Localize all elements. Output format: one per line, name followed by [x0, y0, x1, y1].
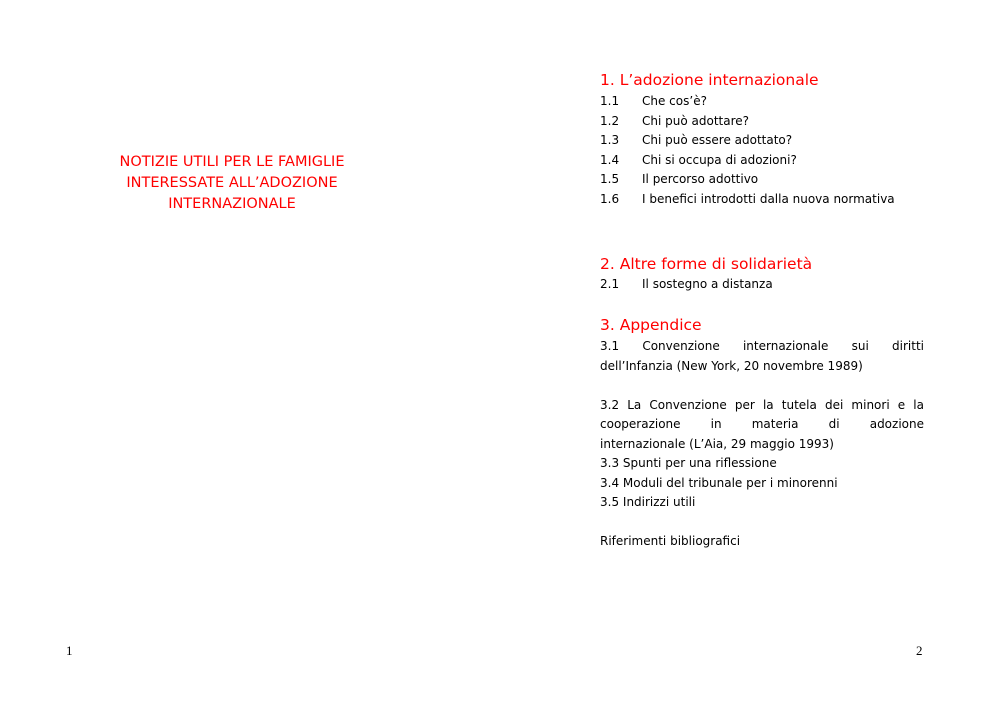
section-heading-1: 1. L’adozione internazionale: [600, 71, 819, 89]
appendix-item-3-5: 3.5 Indirizzi utili: [600, 495, 696, 509]
appendix-item-3-4: 3.4 Moduli del tribunale per i minorenni: [600, 475, 838, 490]
title-line: NOTIZIE UTILI PER LE FAMIGLIE: [119, 154, 345, 170]
toc-item-text: I benefici introdotti dalla nuova normativa: [642, 191, 895, 206]
appendix-item-3-1-cont: dell’Infanzia (New York, 20 novembre 1989): [600, 358, 863, 373]
toc-item-number: 1.2: [600, 113, 620, 128]
section-2-list: [600, 275, 930, 295]
toc-item-text: Chi si occupa di adozioni?: [642, 152, 797, 167]
toc-item: [600, 190, 930, 210]
toc-item: [600, 92, 930, 112]
toc-item: [600, 151, 930, 171]
section-1-list: [600, 92, 930, 209]
right-page: [496, 0, 992, 701]
title-line: INTERESSATE ALL’ADOZIONE: [126, 175, 338, 191]
toc-item-text: Il percorso adottivo: [642, 172, 759, 186]
toc-item-number: 2.1: [600, 277, 620, 291]
appendix-item-3-2: 3.2 La Convenzione per la tutela dei minori e la: [600, 397, 924, 412]
toc-item: [600, 112, 930, 132]
toc-item-number: 1.5: [600, 172, 620, 186]
toc-item-number: 1.6: [600, 191, 620, 206]
toc-item-number: 1.4: [600, 152, 620, 167]
appendix-item-3-1: 3.1 Convenzione internazionale sui diritti: [600, 339, 924, 353]
appendix-item-3-3: 3.3 Spunti per una riflessione: [600, 456, 777, 470]
toc-item-text: Chi può adottare?: [642, 113, 750, 128]
references-entry: Riferimenti bibliografici: [600, 534, 741, 548]
appendix-list: [600, 337, 924, 552]
page-number-right: 2: [916, 643, 923, 658]
section-heading-2: 2. Altre forme di solidarietà: [600, 255, 813, 273]
toc-item-number: 1.3: [600, 133, 620, 147]
toc-item-text: Il sostegno a distanza: [642, 277, 773, 291]
page-number-left: 1: [66, 643, 73, 658]
toc-item-text: Chi può essere adottato?: [642, 133, 793, 147]
spacer: [600, 513, 924, 533]
toc-item: [600, 131, 930, 151]
toc-item-text: Che cos’è?: [642, 94, 707, 108]
appendix-item-3-2-cont: internazionale (L’Aia, 29 maggio 1993): [600, 436, 834, 451]
toc-item: [600, 170, 930, 190]
spacer: [600, 376, 924, 396]
toc-item: [600, 275, 930, 295]
title-line: INTERNAZIONALE: [168, 196, 296, 212]
appendix-item-3-2-cont: cooperazione in materia di adozione: [600, 417, 924, 431]
document-title: [92, 152, 372, 215]
toc-item-number: 1.1: [600, 94, 620, 108]
section-heading-3: 3. Appendice: [600, 316, 702, 334]
